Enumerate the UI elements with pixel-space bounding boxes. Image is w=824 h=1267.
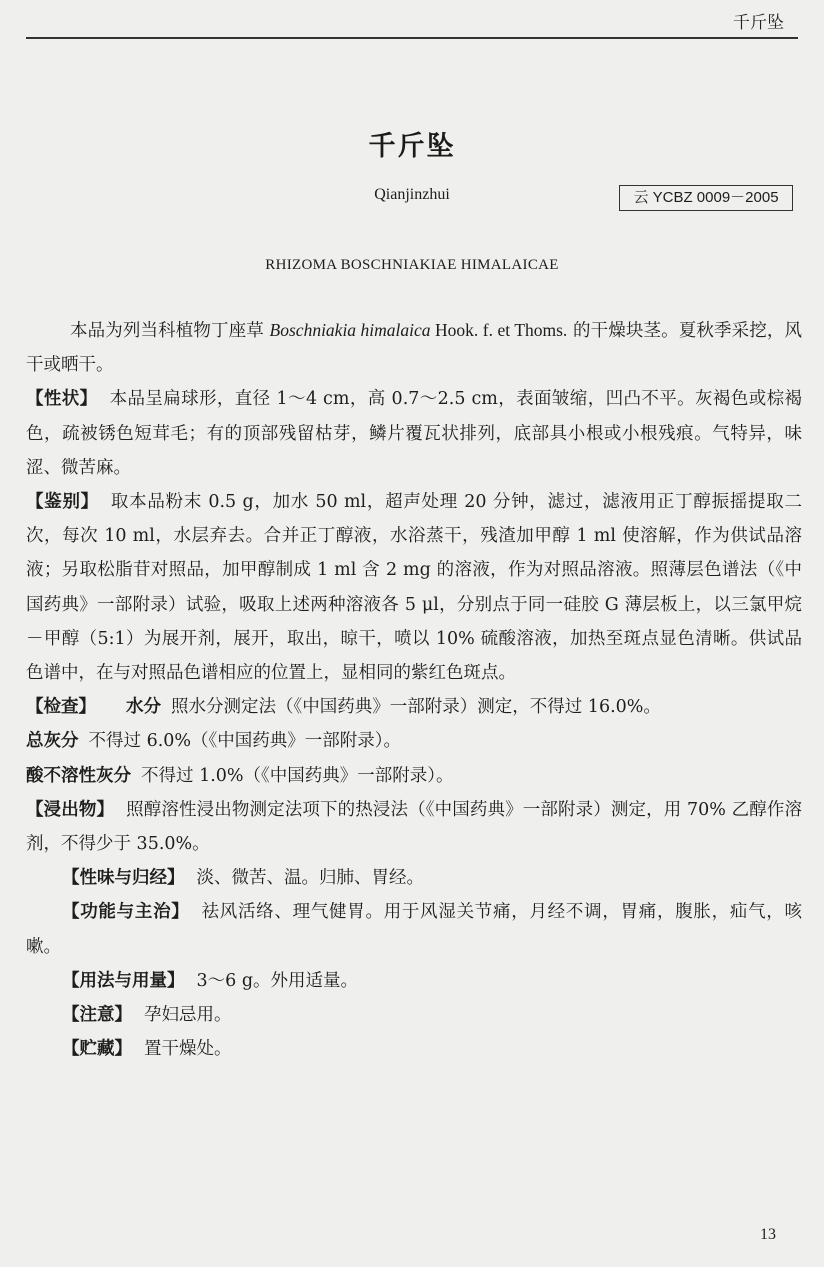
section-heading: 【性味与归经】	[62, 868, 185, 889]
standard-code-box: 云 YCBZ 0009－2005	[619, 185, 793, 211]
header-rule	[26, 37, 798, 39]
page-number: 13	[760, 1226, 776, 1243]
extract-section: 【浸出物】 照醇溶性浸出物测定法项下的热浸法（《中国药典》一部附录）测定，用 70% 乙醇作溶剂，不得少于 35.0%。	[26, 799, 802, 855]
function-section: 【功能与主治】 祛风活络、理气健胃。用于风湿关节痛，月经不调，胃痛，腹胀，疝气，咳嗽。	[26, 902, 803, 957]
section-heading: 【浸出物】	[26, 799, 115, 820]
acid-insoluble-ash-line: 酸不溶性灰分 不得过 1.0%（《中国药典》一部附录）。	[26, 765, 454, 786]
section-heading: 【功能与主治】	[62, 902, 190, 923]
caution-section: 【注意】 孕妇忌用。	[62, 1005, 232, 1026]
section-heading: 【注意】	[62, 1005, 132, 1026]
acid-insoluble-ash-label: 酸不溶性灰分	[26, 765, 131, 786]
monograph-title: 千斤坠	[368, 131, 456, 162]
section-heading: 【检查】	[26, 697, 96, 718]
origin-paragraph: 本品为列当科植物丁座草 Boschniakia himalaica Hook. f. et Thoms. 的干燥块茎。夏秋季采挖，风干或晒干。	[26, 320, 802, 376]
species-name: Boschniakia himalaica	[269, 320, 431, 340]
total-ash-line: 总灰分 不得过 6.0%（《中国药典》一部附录）。	[26, 731, 402, 752]
identification-section: 【鉴别】 取本品粉末 0.5 g，加水 50 ml，超声处理 20 分钟，滤过，滤液用正丁醇振摇提取二次，每次 10 ml，水层弃去。合并正丁醇液，水浴蒸干，残渣加甲醇 1 ml 使溶解，作为供试品溶液；另取松脂苷对照品，加甲醇制成 1 ml 含 2 mg 的溶液，作为对照品溶液。照薄层色谱法（《中国药典》一部附录）试验，吸取上述两种溶液各 5 μl，分别点于同一硅胶 G 薄层板上，以三氯甲烷－甲醇（5:1）为展开剂，展开，取出，晾干，喷以 10% 硫酸溶液，加热至斑点显色清晰。供试品色谱中，在与对照品色谱相应的位置上，显相同的紫红色斑点。	[26, 492, 803, 684]
nature-section: 【性味与归经】 淡、微苦、温。归肺、胃经。	[62, 868, 424, 889]
monograph-body	[26, 313, 802, 1066]
section-heading: 【鉴别】	[26, 492, 99, 513]
latin-name: RHIZOMA BOSCHNIAKIAE HIMALAICAE	[265, 257, 559, 273]
section-heading: 【贮藏】	[62, 1039, 132, 1060]
pinyin-name: Qianjinzhui	[374, 186, 450, 203]
description-section: 【性状】 本品呈扁球形，直径 1～4 cm，高 0.7～2.5 cm，表面皱缩，凹凸不平。灰褐色或棕褐色，疏被锈色短茸毛；有的顶部残留枯芽，鳞片覆瓦状排列，底部具小根或小根残痕。气特异，味涩、微苦麻。	[26, 389, 802, 478]
inspection-section: 【检查】 水分 照水分测定法（《中国药典》一部附录）测定，不得过 16.0%。	[26, 697, 661, 718]
section-heading: 【用法与用量】	[62, 970, 185, 991]
moisture-label: 水分	[126, 697, 161, 718]
total-ash-label: 总灰分	[26, 731, 79, 752]
usage-section: 【用法与用量】 3～6 g。外用适量。	[62, 970, 359, 991]
running-head: 千斤坠	[733, 13, 784, 33]
section-heading: 【性状】	[26, 389, 98, 410]
storage-section: 【贮藏】 置干燥处。	[62, 1039, 232, 1060]
